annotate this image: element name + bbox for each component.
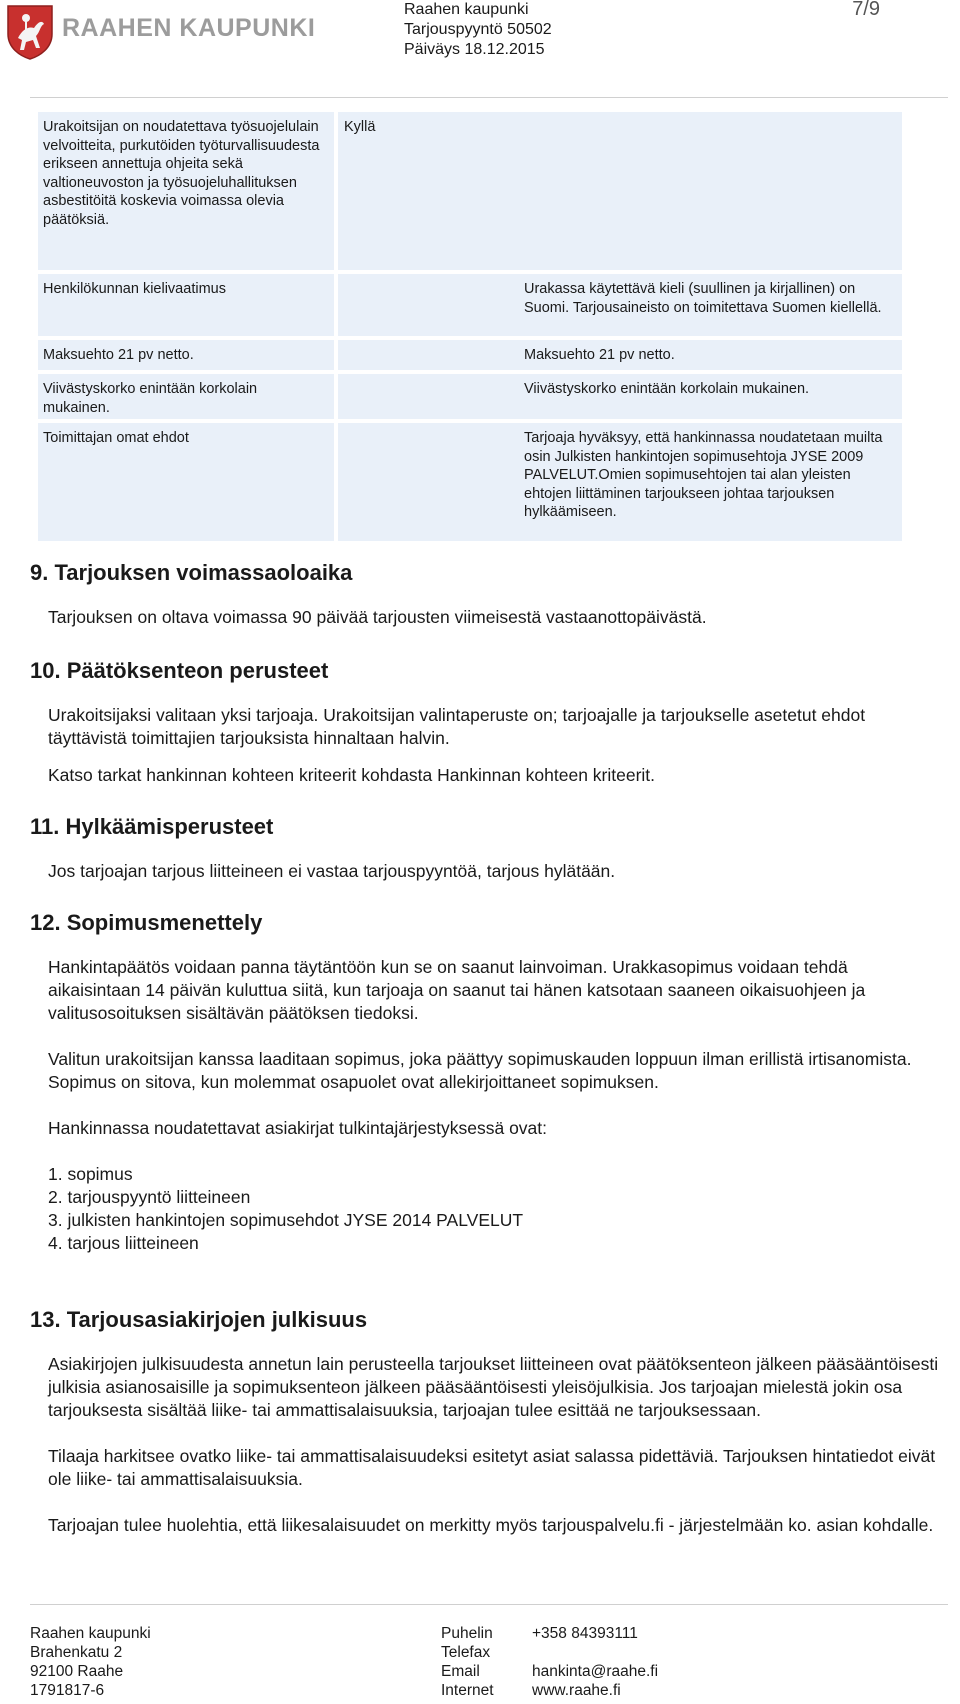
page-header <box>0 0 960 100</box>
table-cell-left: Henkilökunnan kielivaatimus <box>38 274 334 336</box>
paragraph: Katso tarkat hankinnan kohteen kriteerit kohdasta Hankinnan kohteen kriteerit. <box>48 765 656 785</box>
list-item: 2. tarjouspyyntö liitteineen <box>48 1187 251 1207</box>
footer-website-link[interactable]: www.raahe.fi <box>532 1682 621 1699</box>
table-row <box>38 274 902 336</box>
table-cell-right: Maksuehto 21 pv netto. <box>338 340 902 370</box>
table-cell-left: Toimittajan omat ehdot <box>38 423 334 541</box>
section-10 <box>30 658 940 787</box>
header-info <box>404 0 552 60</box>
table-cell-right: Viivästyskorko enintään korkolain mukainen. <box>338 374 902 419</box>
paragraph: Tarjoajan tulee huolehtia, että liikesalaisuudet on merkitty myös tarjouspalvelu.fi - järjestelmään ko. asian kohdalle. <box>48 1515 934 1535</box>
section-title: 11. Hylkäämisperusteet <box>30 814 274 839</box>
footer-divider <box>30 1604 948 1605</box>
footer-label: Internet <box>441 1682 494 1699</box>
footer-line: 1791817-6 <box>30 1682 105 1699</box>
table-row <box>38 423 902 541</box>
section-11 <box>30 814 940 883</box>
table-cell-left: Viivästyskorko enintään korkolain mukainen. <box>38 374 334 419</box>
footer-line: Brahenkatu 2 <box>30 1644 123 1661</box>
paragraph: Tarjouksen on oltava voimassa 90 päivää tarjousten viimeisestä vastaanottopäivästä. <box>48 607 707 627</box>
footer-line: 92100 Raahe <box>30 1663 124 1680</box>
footer-line: Raahen kaupunki <box>30 1625 151 1642</box>
paragraph: Hankintapäätös voidaan panna täytäntöön kun se on saanut lainvoiman. Urakkasopimus voidaan tehdä aikaisintaan 14 päivän kuluttua siitä, kun tarjoaja on saanut tai hänen katsotaan saaneen oikaisuohjeen ja valitusosoituksen sisältävän päätöksen tiedoksi. <box>48 957 866 1023</box>
footer-fax <box>532 1643 658 1662</box>
section-12 <box>30 910 940 1255</box>
page-footer <box>0 1604 960 1704</box>
table-cell-right: Kyllä <box>338 112 902 270</box>
terms-table <box>38 112 902 545</box>
coat-of-arms-icon <box>6 4 54 60</box>
page-number: 7/9 <box>852 0 880 20</box>
header-doc: Tarjouspyyntö 50502 <box>404 21 552 38</box>
list-item: 3. julkisten hankintojen sopimusehdot JYSE 2014 PALVELUT <box>48 1210 524 1230</box>
section-title: 9. Tarjouksen voimassaoloaika <box>30 560 353 585</box>
footer-email-link[interactable]: hankinta@raahe.fi <box>532 1663 659 1680</box>
paragraph: Hankinnassa noudatettavat asiakirjat tulkintajärjestyksessä ovat: <box>48 1118 548 1138</box>
footer-phone: +358 84393111 <box>532 1625 638 1642</box>
footer-label: Email <box>441 1663 480 1680</box>
table-row <box>38 374 902 419</box>
section-title: 10. Päätöksenteon perusteet <box>30 658 329 683</box>
document-order-list <box>30 1163 940 1255</box>
table-row <box>38 112 902 270</box>
table-cell-left: Maksuehto 21 pv netto. <box>38 340 334 370</box>
paragraph: Valitun urakoitsijan kanssa laaditaan sopimus, joka päättyy sopimuskauden loppuun ilman erillistä irtisanomista. Sopimus on sitova, kun molemmat osapuolet ovat allekirjoittaneet sopimuksen. <box>48 1049 912 1092</box>
list-item: 4. tarjous liitteineen <box>48 1233 199 1253</box>
list-item: 1. sopimus <box>48 1164 133 1184</box>
header-org: Raahen kaupunki <box>404 1 529 18</box>
footer-address <box>30 1624 151 1700</box>
paragraph: Asiakirjojen julkisuudesta annetun lain perusteella tarjoukset liitteineen ovat päätöksenteon jälkeen pääsääntöisesti julkisia asianosaisille ja sopimuksenteon jälkeen pääsääntöisesti yleisöjulkisia. Jos tarjoajan mielestä jokin osa tarjouksesta sisältää liike- tai ammattisalaisuuksia, tarjoajan tulee esittää ne tarjouksessaan. <box>48 1354 939 1420</box>
table-cell-right: Urakassa käytettävä kieli (suullinen ja kirjallinen) on Suomi. Tarjousaineisto on toimitettava Suomen kiellellä. <box>338 274 902 336</box>
table-row <box>38 340 902 370</box>
table-cell-right: Tarjoaja hyväksyy, että hankinnassa noudatetaan muilta osin Julkisten hankintojen sopimusehtoja JYSE 2009 PALVELUT.Omien sopimusehtojen tai alan yleisten ehtojen liittäminen tarjoukseen johtaa tarjouksen hylkäämiseen. <box>338 423 902 541</box>
paragraph: Tilaaja harkitsee ovatko liike- tai ammattisalaisuudeksi esitetyt asiat salassa pidettäviä. Tarjouksen hintatiedot eivät ole liike- tai ammattisalaisuuksia. <box>48 1446 936 1489</box>
section-title: 12. Sopimusmenettely <box>30 910 263 935</box>
paragraph: Urakoitsijaksi valitaan yksi tarjoaja. Urakoitsijan valintaperuste on; tarjoajalle ja tarjoukselle asetetut ehdot täyttävistä toimittajien tarjouksista hinnaltaan halvin. <box>48 705 866 748</box>
paragraph: Jos tarjoajan tarjous liitteineen ei vastaa tarjouspyyntöä, tarjous hylätään. <box>48 861 616 881</box>
footer-label: Puhelin <box>441 1625 493 1642</box>
brand-name: RAAHEN KAUPUNKI <box>62 14 316 42</box>
table-cell-left: Urakoitsijan on noudatettava työsuojelulain velvoitteita, purkutöiden työturvallisuudesta erikseen annettuja ohjeita sekä valtioneuvoston ja työsuojeluhallituksen asbestitöitä koskevia voimassa olevia päätöksiä. <box>38 112 334 270</box>
header-date: Päiväys 18.12.2015 <box>404 41 545 58</box>
section-title: 13. Tarjousasiakirjojen julkisuus <box>30 1307 368 1332</box>
section-13 <box>30 1307 940 1537</box>
footer-values <box>532 1624 658 1700</box>
footer-label: Telefax <box>441 1644 491 1661</box>
footer-labels <box>441 1624 494 1700</box>
header-divider <box>30 97 948 98</box>
section-9 <box>30 560 940 629</box>
